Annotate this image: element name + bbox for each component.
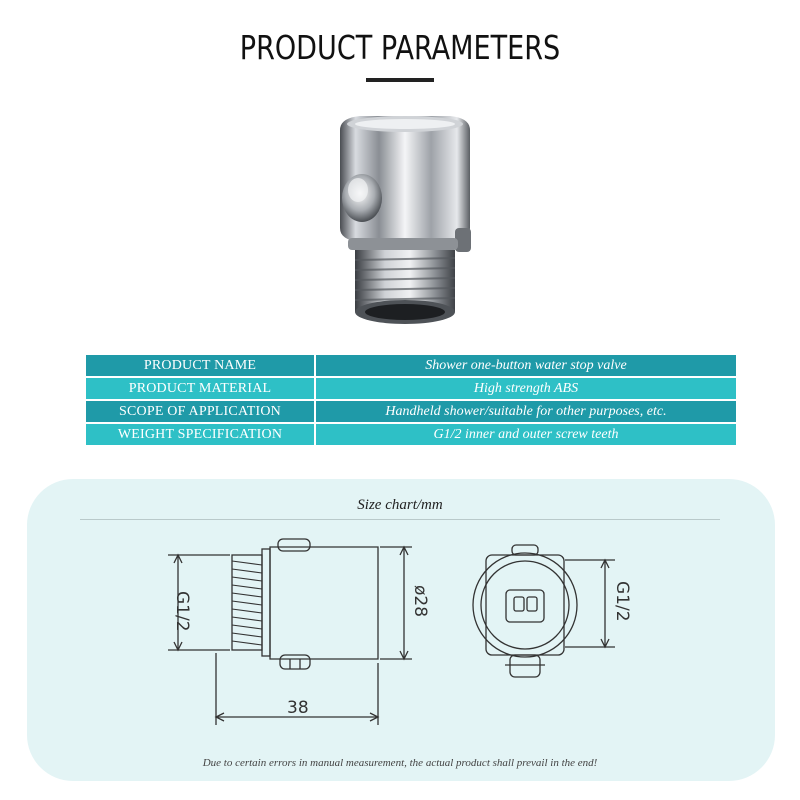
divider	[80, 519, 720, 520]
param-label: PRODUCT MATERIAL	[86, 378, 314, 399]
param-label: SCOPE OF APPLICATION	[86, 401, 314, 422]
dim-length-label: 38	[287, 698, 309, 718]
table-row	[86, 401, 736, 422]
table-row	[86, 355, 736, 376]
param-value: G1/2 inner and outer screw teeth	[314, 424, 736, 445]
dim-thread-label: G1/2	[172, 591, 192, 632]
param-label: PRODUCT NAME	[86, 355, 314, 376]
table-row	[86, 424, 736, 445]
size-chart-title: Size chart/mm	[357, 497, 443, 513]
param-value: High strength ABS	[314, 378, 736, 399]
measurement-note: Due to certain errors in manual measurement, the actual product shall prevail in the end!	[202, 757, 598, 769]
technical-drawing	[150, 525, 670, 750]
param-value: Handheld shower/suitable for other purposes, etc.	[314, 401, 736, 422]
param-value: Shower one-button water stop valve	[314, 355, 736, 376]
title-underline	[366, 78, 434, 82]
dim-thread-end-label: G1/2	[612, 581, 632, 622]
dim-diameter-label: ø28	[410, 585, 430, 618]
parameters-table	[86, 353, 736, 447]
product-image	[300, 110, 500, 335]
table-row	[86, 378, 736, 399]
param-label: WEIGHT SPECIFICATION	[86, 424, 314, 445]
page-title: PRODUCT PARAMETERS	[239, 28, 561, 67]
